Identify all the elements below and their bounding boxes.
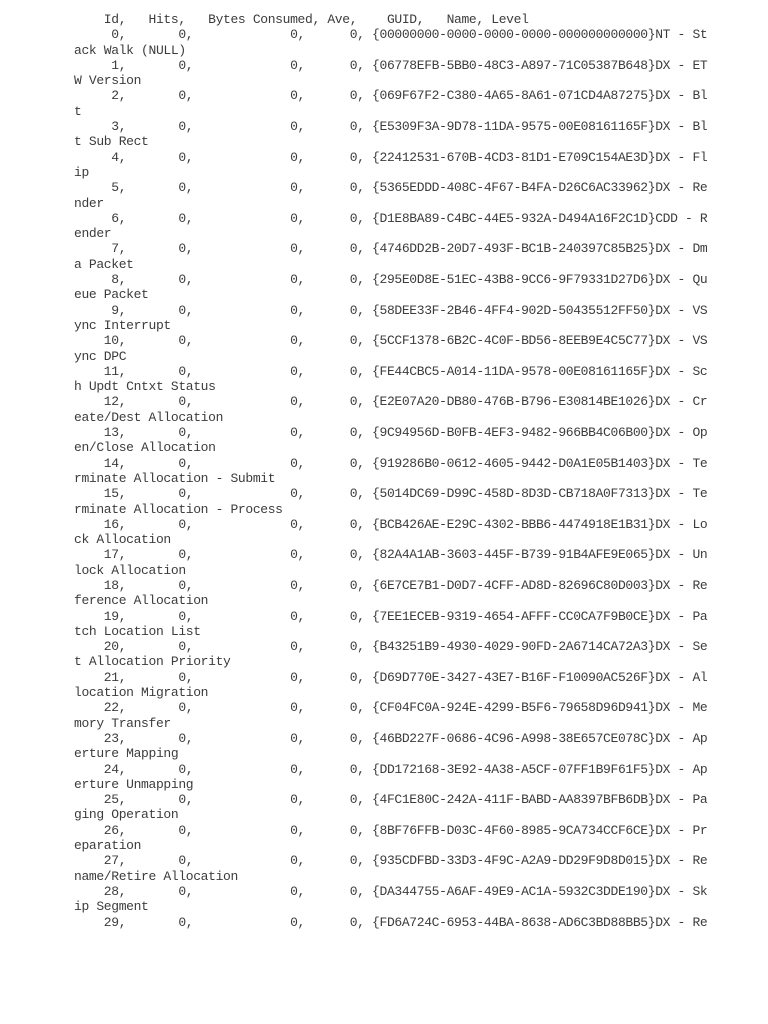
output-line: eparation (74, 838, 142, 854)
output-line: location Migration (74, 685, 209, 701)
output-line: 15, 0, 0, 0, {5014DC69-D99C-458D-8D3D-CB718A0F7313}DX - Te (74, 486, 708, 502)
output-line: 6, 0, 0, 0, {D1E8BA89-C4BC-44E5-932A-D494A16F2C1D}CDD - R (74, 210, 708, 226)
output-line: 9, 0, 0, 0, {58DEE33F-2B46-4FF4-902D-50435512FF50}DX - VS (74, 302, 708, 318)
output-line: erture Mapping (74, 746, 179, 762)
output-line: 11, 0, 0, 0, {FE44CBC5-A014-11DA-9578-00E08161165F}DX - Sc (74, 363, 708, 379)
output-line: ging Operation (74, 807, 179, 823)
output-line: 18, 0, 0, 0, {6E7CE7B1-D0D7-4CFF-AD8D-82696C80D003}DX - Re (74, 577, 708, 593)
output-line: 0, 0, 0, 0, {00000000-0000-0000-0000-000000000000}NT - St (74, 27, 708, 43)
output-line: 22, 0, 0, 0, {CF04FC0A-924E-4299-B5F6-79658D96D941}DX - Me (74, 700, 708, 716)
output-line: t Allocation Priority (74, 654, 231, 670)
output-line: 27, 0, 0, 0, {935CDFBD-33D3-4F9C-A2A9-DD29F9D8D015}DX - Re (74, 853, 708, 869)
output-line: 5, 0, 0, 0, {5365EDDD-408C-4F67-B4FA-D26C6AC33962}DX - Re (74, 180, 708, 196)
output-line: 17, 0, 0, 0, {82A4A1AB-3603-445F-B739-91B4AFE9E065}DX - Un (74, 547, 708, 563)
output-line: 24, 0, 0, 0, {DD172168-3E92-4A38-A5CF-07FF1B9F61F5}DX - Ap (74, 761, 708, 777)
output-line: 28, 0, 0, 0, {DA344755-A6AF-49E9-AC1A-5932C3DDE190}DX - Sk (74, 883, 708, 899)
output-line: 10, 0, 0, 0, {5CCF1378-6B2C-4C0F-BD56-8EEB9E4C5C77}DX - VS (74, 333, 708, 349)
output-line: tch Location List (74, 623, 201, 639)
output-line: ender (74, 226, 112, 242)
output-line: en/Close Allocation (74, 440, 216, 456)
output-line: mory Transfer (74, 715, 171, 731)
output-line: eate/Dest Allocation (74, 409, 224, 425)
output-line: ference Allocation (74, 593, 209, 609)
output-line: 29, 0, 0, 0, {FD6A724C-6953-44BA-8638-AD6C3BD88BB5}DX - Re (74, 914, 708, 930)
output-line: 26, 0, 0, 0, {8BF76FFB-D03C-4F60-8985-9CA734CCF6CE}DX - Pr (74, 822, 708, 838)
output-line: 16, 0, 0, 0, {BCB426AE-E29C-4302-BBB6-4474918E1B31}DX - Lo (74, 516, 708, 532)
output-line: 4, 0, 0, 0, {22412531-670B-4CD3-81D1-E709C154AE3D}DX - Fl (74, 149, 708, 165)
console-text-output (74, 12, 764, 930)
output-line: lock Allocation (74, 562, 186, 578)
output-line: 12, 0, 0, 0, {E2E07A20-DB80-476B-B796-E30814BE1026}DX - Cr (74, 394, 708, 410)
output-line: 14, 0, 0, 0, {919286B0-0612-4605-9442-D0A1E05B1403}DX - Te (74, 455, 708, 471)
output-line: 19, 0, 0, 0, {7EE1ECEB-9319-4654-AFFF-CC0CA7F9B0CE}DX - Pa (74, 608, 708, 624)
output-line: 3, 0, 0, 0, {E5309F3A-9D78-11DA-9575-00E08161165F}DX - Bl (74, 119, 708, 135)
output-line: ync Interrupt (74, 317, 171, 333)
output-line: 21, 0, 0, 0, {D69D770E-3427-43E7-B16F-F10090AC526F}DX - Al (74, 669, 708, 685)
output-line: t (74, 103, 82, 119)
output-line: ync DPC (74, 348, 127, 364)
output-line: 20, 0, 0, 0, {B43251B9-4930-4029-90FD-2A6714CA72A3}DX - Se (74, 639, 708, 655)
output-line: h Updt Cntxt Status (74, 379, 216, 395)
output-line: a Packet (74, 256, 134, 272)
output-line: rminate Allocation - Submit (74, 470, 276, 486)
output-line: 8, 0, 0, 0, {295E0D8E-51EC-43B8-9CC6-9F79331D27D6}DX - Qu (74, 272, 708, 288)
output-line: 7, 0, 0, 0, {4746DD2B-20D7-493F-BC1B-240397C85B25}DX - Dm (74, 241, 708, 257)
output-line: ck Allocation (74, 532, 171, 548)
column-header-line: Id, Hits, Bytes Consumed, Ave, GUID, Name, Level (74, 12, 529, 27)
output-line: ip Segment (74, 899, 149, 915)
output-line: rminate Allocation - Process (74, 501, 283, 517)
output-line: 13, 0, 0, 0, {9C94956D-B0FB-4EF3-9482-966BB4C06B00}DX - Op (74, 425, 708, 441)
output-line: ack Walk (NULL) (74, 42, 186, 58)
output-line: name/Retire Allocation (74, 868, 238, 884)
output-line: 23, 0, 0, 0, {46BD227F-0686-4C96-A998-38E657CE078C}DX - Ap (74, 730, 708, 746)
output-line: 1, 0, 0, 0, {06778EFB-5BB0-48C3-A897-71C05387B648}DX - ET (74, 57, 708, 73)
output-line: t Sub Rect (74, 134, 149, 150)
output-line: ip (74, 164, 89, 180)
output-line: W Version (74, 73, 142, 89)
output-line: 25, 0, 0, 0, {4FC1E80C-242A-411F-BABD-AA8397BFB6DB}DX - Pa (74, 792, 708, 808)
output-line: eue Packet (74, 287, 149, 303)
output-line: nder (74, 195, 104, 211)
output-line: erture Unmapping (74, 776, 194, 792)
output-line: 2, 0, 0, 0, {069F67F2-C380-4A65-8A61-071CD4A87275}DX - Bl (74, 88, 708, 104)
